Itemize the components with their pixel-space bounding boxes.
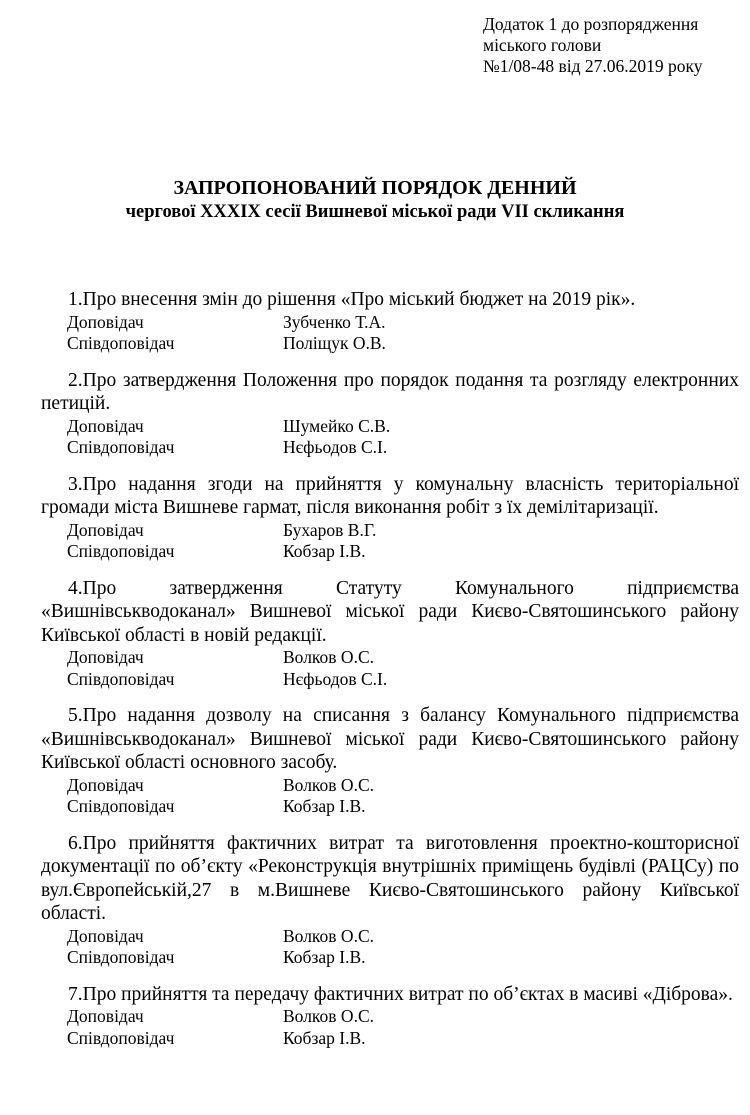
cospeaker-row bbox=[41, 947, 739, 969]
cospeaker-label: Співдоповідач bbox=[67, 541, 175, 561]
agenda-item-text: 1.Про внесення змін до рішення «Про міський бюджет на 2019 рік». bbox=[68, 289, 636, 310]
speaker-row bbox=[41, 926, 739, 948]
agenda-item bbox=[41, 983, 739, 1050]
cospeaker-label: Співдоповідач bbox=[67, 437, 175, 457]
speaker-name: Волков О.С. bbox=[283, 774, 374, 795]
speaker-label: Доповідач bbox=[67, 774, 144, 795]
cospeaker-label: Співдоповідач bbox=[67, 1027, 175, 1048]
agenda-item-text: 4.Про затвердження Статуту Комунального підприємства «Вишнівськводоканал» Вишневої міської ради Києво-Святошинського району Київської області в новій редакції. bbox=[41, 577, 739, 646]
cospeaker-label: Співдоповідач bbox=[67, 333, 175, 353]
appendix-note bbox=[483, 14, 703, 77]
agenda-item bbox=[41, 832, 739, 969]
document-subtitle: чергової XXXIX сесії Вишневої міської ради VII скликання bbox=[125, 202, 625, 222]
speaker-row bbox=[41, 775, 739, 797]
speaker-row bbox=[41, 416, 739, 438]
speaker-row bbox=[41, 520, 739, 542]
speaker-name: Волков О.С. bbox=[283, 1006, 374, 1026]
cospeaker-row bbox=[41, 333, 739, 355]
speaker-label: Доповідач bbox=[67, 311, 144, 332]
agenda-item bbox=[41, 369, 739, 459]
cospeaker-name: Кобзар І.В. bbox=[283, 796, 366, 816]
cospeaker-name: Поліщук О.В. bbox=[283, 333, 386, 353]
speaker-name: Зубченко Т.А. bbox=[283, 311, 386, 332]
agenda-item-text: 3.Про надання згоди на прийняття у комунальну власність територіальної громади міста Вишневе гармат, після виконання робіт з їх демілітаризації. bbox=[41, 473, 739, 518]
speaker-name: Бухаров В.Г. bbox=[283, 519, 377, 540]
agenda-item-text: 6.Про прийняття фактичних витрат та виготовлення проектно-кошторисної документації по об’єкту «Реконструкція внутрішніх приміщень будівлі (РАЦСу) по вул.Європейській,27 в м.Вишневе Києво-Святошинського району Київської області. bbox=[41, 832, 739, 924]
cospeaker-label: Співдоповідач bbox=[67, 668, 175, 689]
cospeaker-row bbox=[41, 1028, 739, 1050]
speaker-name: Волков О.С. bbox=[283, 925, 374, 946]
agenda-item bbox=[41, 288, 739, 355]
speaker-row bbox=[41, 647, 739, 669]
agenda-item-text: 5.Про надання дозволу на списання з балансу Комунального підприємства «Вишнівськводоканал» Вишневої міської ради Києво-Святошинського району Київської області основного засобу. bbox=[41, 705, 739, 773]
speaker-label: Доповідач bbox=[67, 415, 144, 436]
speaker-label: Доповідач bbox=[67, 1006, 144, 1026]
speaker-row bbox=[41, 312, 739, 334]
agenda-item-text: 7.Про прийняття та передачу фактичних витрат по об’єктах в масиві «Діброва». bbox=[68, 983, 733, 1005]
cospeaker-label: Співдоповідач bbox=[67, 796, 175, 816]
agenda-item bbox=[41, 577, 739, 691]
cospeaker-row bbox=[41, 541, 739, 563]
speaker-label: Доповідач bbox=[67, 519, 144, 540]
agenda-item bbox=[41, 473, 739, 563]
cospeaker-row bbox=[41, 669, 739, 691]
cospeaker-name: Кобзар І.В. bbox=[283, 1027, 366, 1048]
cospeaker-label: Співдоповідач bbox=[67, 947, 175, 967]
speaker-name: Шумейко С.В. bbox=[283, 415, 391, 436]
speaker-name: Волков О.С. bbox=[283, 647, 374, 667]
cospeaker-row bbox=[41, 437, 739, 459]
appendix-line: міського голови bbox=[483, 35, 602, 55]
cospeaker-name: Кобзар І.В. bbox=[283, 541, 366, 561]
document-title: ЗАПРОПОНОВАНИЙ ПОРЯДОК ДЕННИЙ bbox=[173, 177, 577, 199]
appendix-line: №1/08-48 від 27.06.2019 року bbox=[483, 56, 703, 76]
cospeaker-name: Нєфьодов С.І. bbox=[283, 668, 388, 689]
cospeaker-row bbox=[41, 796, 739, 818]
speaker-label: Доповідач bbox=[67, 647, 144, 667]
agenda-item-text: 2.Про затвердження Положення про порядок подання та розгляду електронних петицій. bbox=[41, 369, 739, 414]
appendix-line: Додаток 1 до розпорядження bbox=[483, 14, 699, 34]
cospeaker-name: Кобзар І.В. bbox=[283, 947, 366, 967]
title-block bbox=[0, 176, 750, 224]
agenda-list bbox=[41, 288, 739, 1063]
speaker-row bbox=[41, 1006, 739, 1028]
speaker-label: Доповідач bbox=[67, 925, 144, 946]
cospeaker-name: Нєфьодов С.І. bbox=[283, 437, 388, 457]
agenda-item bbox=[41, 704, 739, 818]
